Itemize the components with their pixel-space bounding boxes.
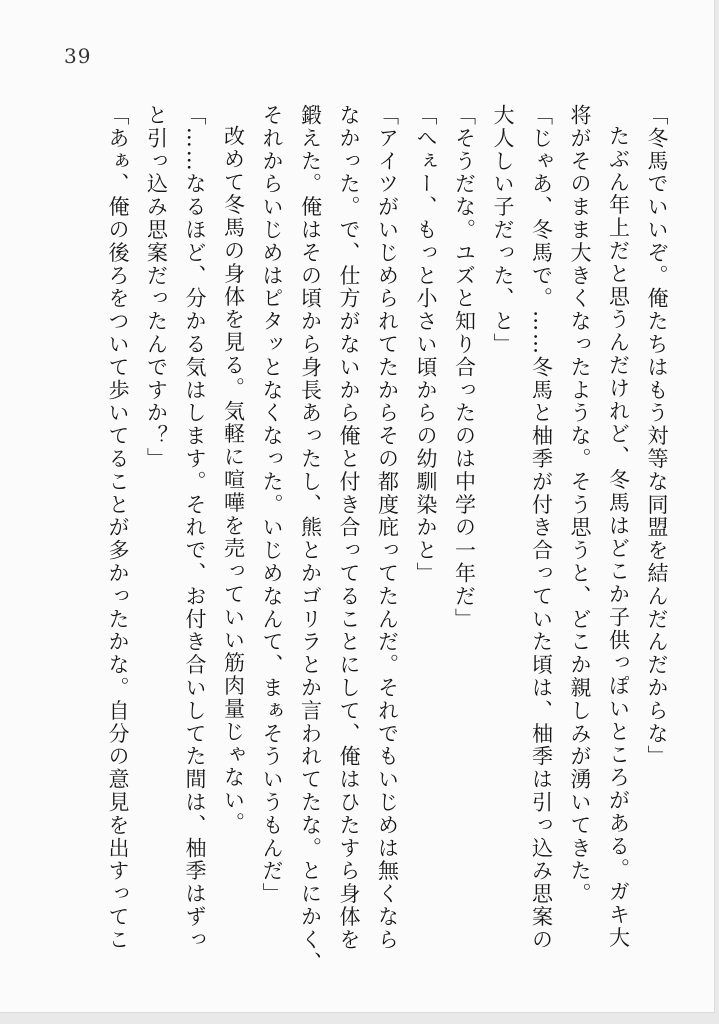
text-line: 「じゃあ、冬馬で。……冬馬と柚季が付き合っていた頃は、柚季は引っ込み思案の (529, 104, 554, 952)
text-line: 「……なるほど、分かる気はします。それで、お付き合いしてた間は、柚季はずっ (183, 104, 207, 952)
text-line: 「そうだな。ユズと知り合ったのは中学の一年だ」 (452, 104, 477, 631)
text-line: 「あぁ、俺の後ろをついて歩いてることが多かったかな。自分の意見を出すってこ (106, 104, 130, 952)
page-number: 39 (64, 44, 92, 68)
vertical-text-body (99, 104, 677, 975)
text-line: たぶん年上だと思うんだけれど、冬馬はどこか子供っぽいところがある。ガキ大 (606, 125, 631, 950)
text-line: と引っ込み思案だったんですか？」 (144, 104, 169, 471)
text-line: 改めて冬馬の身体を見る。気軽に喧嘩を売っていい筋肉量じゃない。 (221, 125, 246, 835)
text-line: 「へぇー、もっと小さい頃からの幼馴染かと」 (414, 104, 438, 585)
text-line: 鍛えた。俺はその頃から身長あったし、熊とかゴリラとか言われてたな。とにかく、 (298, 104, 323, 975)
text-line: 大人しい子だった、と」 (491, 104, 515, 356)
text-line: 将がそのまま大きくなったような。そう思うと、どこか親しみが湧いてきた。 (568, 104, 592, 906)
text-line: なかった。で、仕方がないから俺と付き合ってることにして、俺はひたすら身体を (337, 104, 361, 952)
text-line: それからいじめはピタッとなくなった。いじめなんて、まぁそういうもんだ」 (260, 104, 284, 906)
text-line: 「アイツがいじめられてたからその都度庇ってたんだ。それでもいじめは無くなら (375, 104, 400, 952)
text-line: 「冬馬でいいぞ。俺たちはもう対等な同盟を結んだんだからな」 (645, 104, 669, 769)
